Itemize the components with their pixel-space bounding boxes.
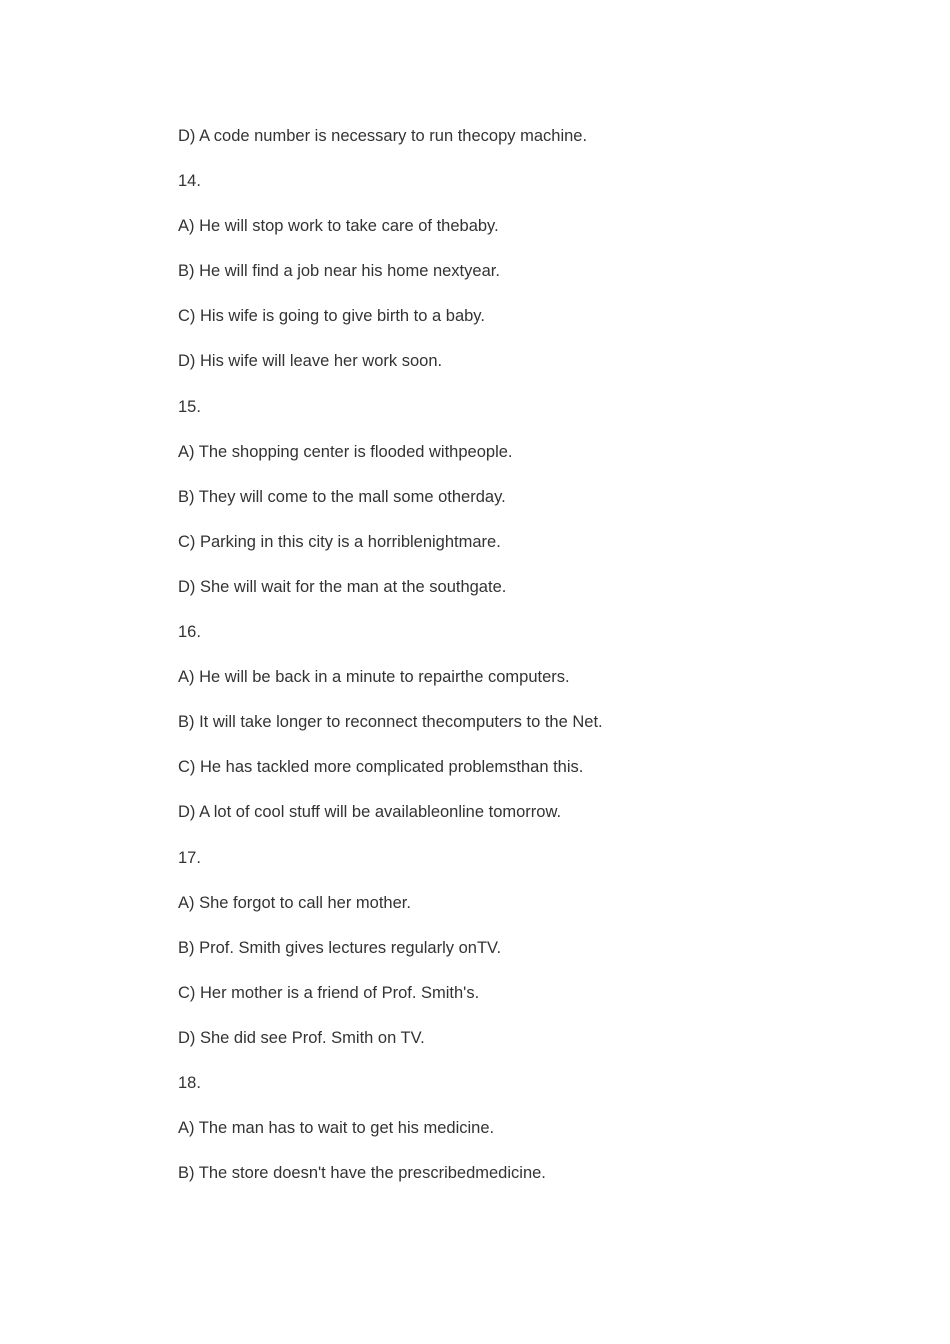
question-number-14: 14. [178, 172, 201, 191]
option-15-c: C) Parking in this city is a horriblenightmare. [178, 532, 501, 551]
question-number-15: 15. [178, 397, 201, 416]
document-body [178, 124, 878, 1206]
option-15-a: A) The shopping center is flooded withpeople. [178, 442, 513, 461]
option-17-b: B) Prof. Smith gives lectures regularly onTV. [178, 938, 502, 957]
option-17-c: C) Her mother is a friend of Prof. Smith's. [178, 983, 480, 1002]
option-14-b: B) He will find a job near his home nextyear. [178, 262, 500, 281]
option-15-b: B) They will come to the mall some otherday. [178, 487, 506, 506]
option-17-d: D) She did see Prof. Smith on TV. [178, 1028, 425, 1047]
option-15-d: D) She will wait for the man at the southgate. [178, 577, 507, 596]
question-number-18: 18. [178, 1073, 201, 1092]
option-14-d: D) His wife will leave her work soon. [178, 352, 443, 371]
option-13-d: D) A code number is necessary to run thecopy machine. [178, 127, 588, 145]
question-number-17: 17. [178, 848, 201, 867]
option-14-a: A) He will stop work to take care of thebaby. [178, 217, 499, 236]
option-14-c: C) His wife is going to give birth to a baby. [178, 307, 485, 326]
option-16-a: A) He will be back in a minute to repairthe computers. [178, 668, 570, 687]
option-16-b: B) It will take longer to reconnect thecomputers to the Net. [178, 713, 603, 732]
question-number-16: 16. [178, 623, 201, 642]
option-18-b: B) The store doesn't have the prescribedmedicine. [178, 1164, 546, 1183]
option-16-d: D) A lot of cool stuff will be availableonline tomorrow. [178, 803, 562, 822]
option-18-a: A) The man has to wait to get his medicine. [178, 1119, 495, 1138]
option-17-a: A) She forgot to call her mother. [178, 893, 411, 912]
option-16-c: C) He has tackled more complicated problemsthan this. [178, 758, 584, 777]
